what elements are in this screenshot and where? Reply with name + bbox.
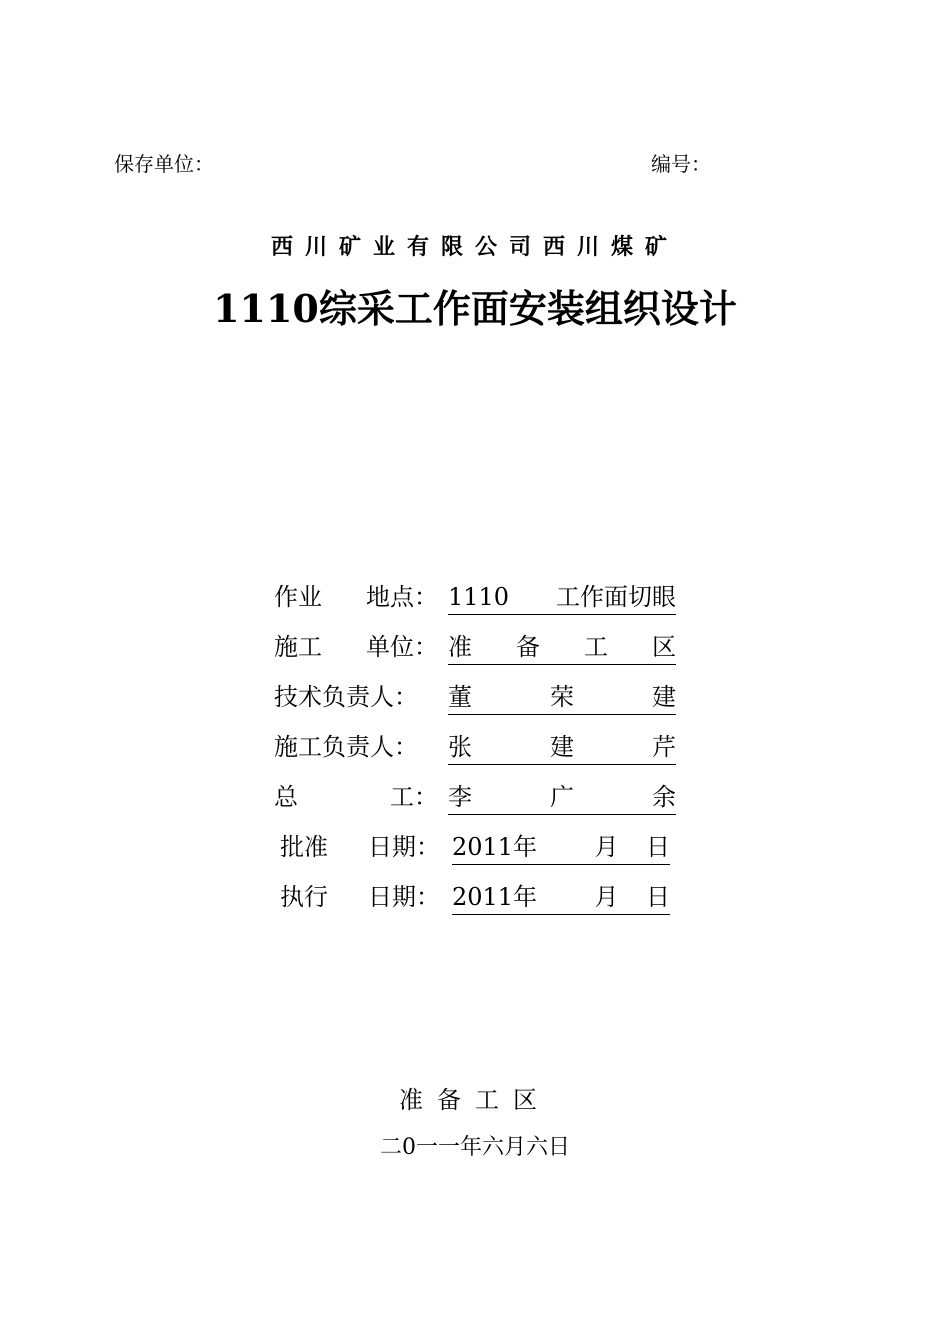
document-title: 1110综采工作面安装组织设计: [213, 286, 737, 331]
company-name: 西川矿业有限公司西川煤矿: [270, 235, 679, 260]
tech-lead-value: 董 荣 建: [448, 680, 676, 715]
info-row-location: [274, 580, 676, 614]
info-row-unit: [274, 630, 676, 664]
info-row-tech-lead: [274, 680, 676, 714]
number-label: 编号：: [651, 152, 711, 176]
info-row-execution-date: [274, 880, 670, 914]
chief-engineer-value: 李 广 余: [448, 780, 676, 815]
location-label: 作业 地点：: [274, 583, 438, 611]
footer-date: 二0一一年六月六日: [380, 1135, 570, 1160]
info-row-construction-lead: [274, 730, 676, 764]
unit-value: 准 备 工 区: [448, 630, 676, 665]
info-row-chief-engineer: [274, 780, 676, 814]
footer-department: 准备工区: [399, 1086, 551, 1114]
tech-lead-label: 技术负责人：: [274, 683, 418, 711]
unit-label: 施工 单位：: [274, 633, 438, 661]
chief-engineer-label: 总 工：: [274, 783, 438, 811]
construction-lead-label: 施工负责人：: [274, 733, 418, 761]
execution-date-label: 执行 日期：: [280, 883, 440, 911]
approval-date-value: 2011年 月 日: [452, 830, 670, 865]
approval-date-label: 批准 日期：: [280, 833, 440, 861]
storage-unit-label: 保存单位：: [114, 152, 214, 176]
construction-lead-value: 张 建 芹: [448, 730, 676, 765]
info-row-approval-date: [274, 830, 670, 864]
execution-date-value: 2011年 月 日: [452, 880, 670, 915]
location-value: 1110 工作面切眼: [448, 580, 676, 615]
